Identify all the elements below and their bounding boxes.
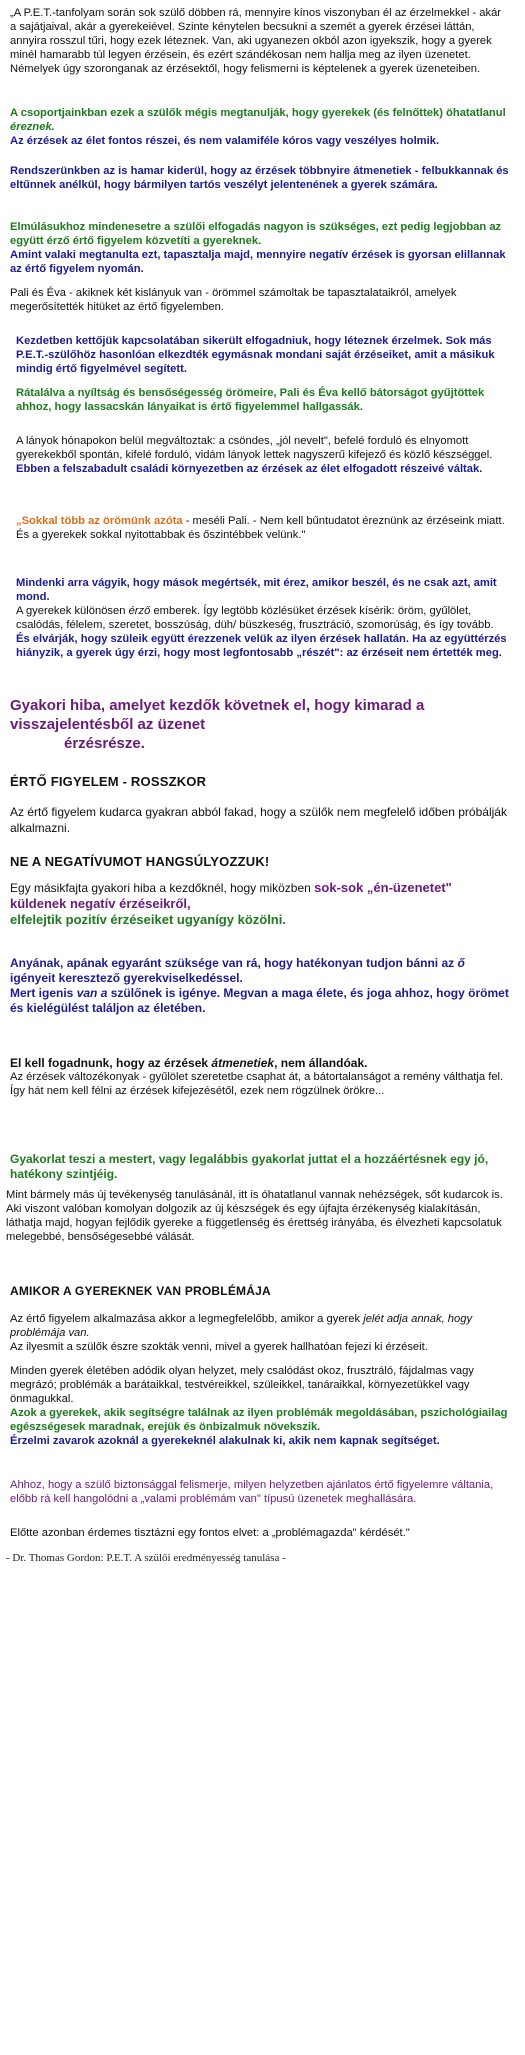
plain-paragraph: A lányok hónapokon belül megváltoztak: a csöndes, „jól nevelt", befelé forduló és elnyomott gyerekekből spontán, kifelé forduló, vidám lányok lettek nagyszerű kifejező és közlő készséggel.	[16, 435, 493, 461]
section-transient	[10, 1056, 510, 1098]
text-span: emberek. Így legtöbb közlésüket érzések kísérik: öröm, gyűlölet, csalódás, félelem, szeretet, bosszúság, düh/ büszkeség, frusztráció, szomorúság, és így tovább.	[16, 605, 494, 631]
mistake-line: Gyakori hiba, amelyet kezdők követnek el, hogy kimarad a visszajelentésből az üzenet	[10, 697, 425, 733]
section-common-mistake	[10, 696, 510, 753]
plain-paragraph: Mint bármely más új tevékenység tanulásánál, itt is óhatatlanul vannak nehézségek, sőt kudarcok is.	[6, 1189, 503, 1201]
navy-statement: Érzelmi zavarok azoknál a gyerekeknél alakulnak ki, akik nem kapnak segítséget.	[10, 1435, 440, 1447]
purple-highlight: sok-sok „én-üzenetet" küldenek negatív érzéseikről,	[10, 880, 452, 911]
plain-paragraph	[10, 1312, 510, 1340]
plain-paragraph-2: Az ilyesmit a szülők észre szokták venni, mivel a gyerek hallhatóan fejezi ki érzéseit.	[10, 1341, 428, 1353]
navy-paragraph	[10, 956, 510, 1016]
text-span: igényeit keresztező gyerekviselkedéssel.	[10, 971, 243, 985]
plain-paragraph	[16, 604, 510, 632]
emphasis: érző	[128, 605, 151, 617]
intro-section	[10, 6, 510, 76]
section-not-negative	[10, 880, 510, 928]
plain-paragraph-2: Így hát nem kell félni az érzések kifejezésétől, ezek nem rögzülnek örökre...	[10, 1085, 385, 1097]
navy-statement: Az érzések az élet fontos részei, és nem valamiféle kóros vagy veszélyes holmik.	[10, 135, 440, 147]
intro-paragraph-2: Némelyek úgy szoronganak az érzésektől, hogy felismerni is képtelenek a gyerek üzeneteiben.	[10, 63, 481, 75]
green-statement	[10, 106, 510, 134]
plain-paragraph-2: Aki viszont valóban komolyan dolgozik az új készségek és egy újfajta érzékenység kialakításán, láthatja majd, hogyan fejlődik gyereke a függetlenség és érettség irányába, és élvezheti kapcsolatuk melegebbé, bensőségesebbé válását.	[6, 1203, 502, 1243]
section-practice: Gyakorlat teszi a mestert, vagy legalábbis gyakorlat juttat el a hozzáértésnek egy jó, hatékony szintjéig.	[10, 1152, 489, 1181]
quote-highlight: „Sokkal több az örömünk azóta	[16, 515, 183, 527]
section-parent-needs	[10, 956, 510, 1016]
heading-wrong-time: ÉRTŐ FIGYELEM - ROSSZKOR	[10, 774, 207, 789]
section-emotions-learned	[10, 106, 510, 148]
mistake-line-2: érzésrésze.	[64, 735, 145, 752]
green-statement: Azok a gyerekek, akik segítségre találnak az ilyen problémák megoldásában, pszichológiailag egészségesek maradnak, erejük és önbizalmuk növekszik.	[10, 1407, 508, 1433]
text-span: Mert igenis	[10, 986, 77, 1000]
navy-statement: Amint valaki megtanulta ezt, tapasztalja majd, mennyire negatív érzések is gyorsan elillannak az értő figyelem nyomán.	[10, 249, 506, 275]
section-tune-in: Ahhoz, hogy a szülő biztonsággal felismerje, milyen helyzetben ajánlatos értő figyelemre váltania, előbb rá kell hangolódni a „valami problémám van" típusú üzenetek meghallására.	[10, 1479, 494, 1505]
section-situations	[10, 1364, 510, 1448]
section-wrong-time: Az értő figyelem kudarca gyakran abból fakad, hogy a szülők nem megfelelő időben próbálják alkalmazni.	[10, 805, 507, 835]
green-highlight: elfelejtik pozitív érzéseiket ugyanígy közölni.	[10, 912, 286, 927]
green-statement: Elmúlásukhoz mindenesetre a szülői elfogadás nagyon is szükséges, ezt pedig legjobban az együtt érző értő figyelem közvetíti a gyereknek.	[10, 221, 502, 247]
section-transient-emotions: Rendszerünkben az is hamar kiderül, hogy az érzések többnyire átmenetiek - felbukkannak és eltűnnek anélkül, hogy bármilyen tartós veszélyt jelentenének a gyerek számára.	[10, 165, 509, 191]
emphasis: van a	[76, 986, 108, 1000]
section-acceptance	[10, 220, 510, 276]
text-span: El kell fogadnunk, hogy az érzések	[10, 1056, 212, 1070]
section-daughters	[16, 434, 510, 476]
emphasis: éreznek.	[10, 121, 55, 133]
section-problem-owner: Előtte azonban érdemes tisztázni egy fontos elvet: a „problémagazda" kérdését."	[10, 1527, 410, 1539]
bold-statement	[10, 1056, 510, 1070]
text-span: Egy másikfajta gyakori hiba a kezdőknél, hogy miközben	[10, 881, 315, 895]
emphasis: jelét adja annak, hogy problémája van.	[10, 1313, 473, 1339]
section-child-problem	[10, 1312, 510, 1354]
text-span: Az értő figyelem alkalmazása akkor a legmegfelelőbb, amikor a gyerek	[10, 1313, 364, 1325]
section-pali-eva: Pali és Éva - akiknek két kislányuk van - örömmel számoltak be tapasztalataikról, amelyek megerősítették hitüket az értő figyelemben.	[10, 287, 457, 313]
navy-statement: Ebben a felszabadult családi környezetben az érzések az élet elfogadott részeivé váltak.	[16, 463, 483, 475]
heading-child-problem: AMIKOR A GYEREKNEK VAN PROBLÉMÁJA	[10, 1284, 271, 1298]
emphasis: ő	[457, 956, 465, 970]
mixed-paragraph	[10, 880, 510, 928]
text-span: , nem állandóak.	[274, 1056, 368, 1070]
quote-paragraph	[16, 514, 510, 542]
section-difficulties	[6, 1188, 510, 1244]
plain-paragraph: Minden gyerek életében adódik olyan helyzet, mely csalódást okoz, frusztráló, fájdalmas vagy megrázó; problémák a barátaikkal, testvéreikkel, szüleikkel, tanáraikkal, környezetükkel vagy önmagukkal.	[10, 1365, 474, 1405]
text-span: - meséli Pali. - Nem kell bűntudatot éreznünk az érzéseink miatt. És a gyerekek sokkal nyitottabbak és őszintébbek velünk."	[16, 515, 505, 541]
intro-paragraph: „A P.E.T.-tanfolyam során sok szülő döbben rá, mennyire kínos viszonyban él az érzelmekkel - akár a sajátjaival, akár a gyerekeiével. Szinte kénytelen becsukni a szemét a gyerek érzései láttán, annyira rosszul tűri, hogy ezek léteznek. Van, aki ugyanezen okból azon igyekszik, hogy a gyerek minél hamarabb túl legyen érzésein, és ezért szándékosan nem hallja meg az ilyen üzenetet.	[10, 7, 502, 61]
heading-not-negative: NE A NEGATÍVUMOT HANGSÚLYOZZUK!	[10, 854, 270, 869]
text-span: A csoportjainkban ezek a szülők mégis megtanulják, hogy gyerekek (és felnőttek) öhatatlanul	[10, 107, 506, 119]
section-quote	[16, 514, 510, 542]
navy-statement: Mindenki arra vágyik, hogy mások megértsék, mit érez, amikor beszél, és ne csak azt, amit mond.	[16, 577, 497, 603]
text-span: szülőnek is igénye. Megvan a maga élete, és joga ahhoz, hogy örömet és kielégülést találjon az életében.	[10, 986, 509, 1015]
navy-statement-2: És elvárják, hogy szüleik együtt érezzenek velük az ilyen érzések hallatán. Ha az együttérzés hiányzik, a gyerek úgy érzi, hogy most legfontosabb „részét": az érzéseit nem értették meg.	[16, 633, 507, 659]
text-span: Anyának, apának egyaránt szüksége van rá, hogy hatékonyan tudjon bánni az	[10, 956, 458, 970]
text-span: A gyerekek különösen	[16, 605, 129, 617]
section-understanding	[16, 576, 510, 660]
footer-source: - Dr. Thomas Gordon: P.E.T. A szülői eredményesség tanulása -	[6, 1552, 286, 1564]
section-couple-start: Kezdetben kettőjük kapcsolatában sikerült elfogadniuk, hogy léteznek érzelmek. Sok más P.E.T.-szülőhöz hasonlóan elkezdték egymásnak mondani saját érzéseiket, amit a másikuk mindig értő figyelmével segített.	[16, 335, 495, 375]
emphasis: átmenetiek	[211, 1056, 275, 1070]
plain-paragraph: Az érzések változékonyak - gyűlölet szeretetbe csaphat át, a bátortalanságot a remény válthatja fel.	[10, 1071, 504, 1083]
section-courage: Rátalálva a nyíltság és bensőségesség örömeire, Pali és Éva kellő bátorságot gyűjtöttek ahhoz, hogy lassacskán lányaikat is értő figyelemmel hallgassák.	[16, 387, 485, 413]
